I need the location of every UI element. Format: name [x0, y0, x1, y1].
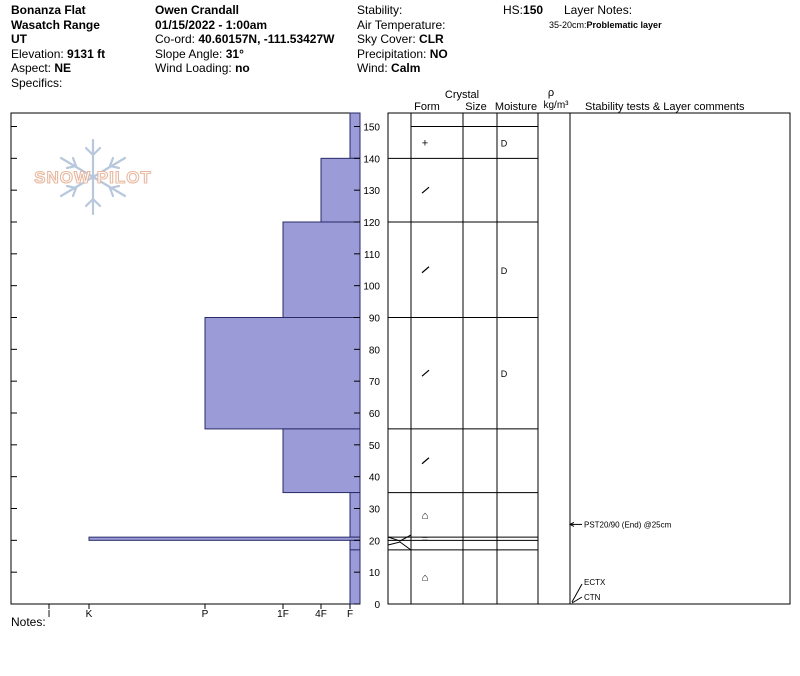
depth-label-0: 0	[374, 600, 380, 611]
col-size: Size	[465, 101, 487, 113]
hardness-axis	[48, 604, 353, 620]
hardness-bar-6	[89, 537, 360, 540]
crystal-table	[388, 87, 790, 604]
state: UT	[11, 32, 27, 46]
form-symbol-8: ⌂	[421, 571, 429, 584]
observation-datetime: 01/15/2022 - 1:00am	[155, 17, 268, 32]
wind-value: Calm	[391, 61, 421, 75]
specifics-label: Specifics:	[11, 75, 63, 90]
depth-label-140: 140	[363, 154, 380, 166]
hardness-label-I: I	[47, 609, 51, 620]
moisture-value-3: D	[500, 369, 508, 380]
depth-label-120: 120	[363, 218, 380, 229]
notes-label: Notes:	[11, 615, 46, 629]
sky-value: CLR	[419, 32, 444, 46]
elevation-row: Elevation: 9131 ft	[11, 46, 106, 61]
hs-value: 150	[523, 3, 544, 17]
stability-label: Stability:	[357, 3, 403, 17]
form-symbol-6: =	[421, 533, 429, 546]
aspect-row: Aspect: NE	[11, 61, 72, 75]
precip-value: NO	[429, 46, 448, 61]
depth-label-10: 10	[368, 568, 380, 580]
aspect-value: NE	[54, 61, 72, 75]
coord-row: Co-ord: 40.60157N, -111.53427W	[155, 32, 335, 46]
precip-row: Precipitation: NO	[357, 46, 448, 61]
form-symbol-1	[422, 187, 429, 193]
hardness-bar-7	[350, 540, 360, 550]
depth-label-60: 60	[368, 409, 380, 420]
hardness-label-K: K	[85, 609, 93, 620]
depth-label-20: 20	[368, 536, 380, 548]
col-density-unit: kg/m³	[543, 100, 569, 111]
coord-value: 40.60157N, -111.53427W	[198, 32, 335, 46]
depth-label-30: 30	[368, 504, 380, 516]
layer-note-range: 35-20cm:	[549, 20, 587, 30]
snowpilot-logo	[34, 140, 152, 214]
form-symbol-3	[422, 370, 429, 376]
form-symbol-5: ⌂	[421, 509, 429, 522]
wind-loading-row: Wind Loading: no	[155, 61, 250, 75]
sky-row: Sky Cover: CLR	[357, 32, 444, 46]
depth-label-90: 90	[368, 313, 380, 325]
moisture-value-0: D	[500, 138, 508, 149]
slope-value: 31°	[225, 46, 244, 61]
col-form: Form	[414, 101, 440, 113]
thin-layer-connector-bottom	[388, 542, 411, 550]
hardness-bar-2	[283, 222, 360, 318]
hardness-bar-4	[283, 429, 360, 493]
hardness-label-1F: 1F	[277, 609, 289, 620]
depth-label-110: 110	[364, 249, 380, 261]
col-rho: ρ	[547, 87, 555, 99]
form-symbol-4	[422, 458, 429, 464]
col-crystal: Crystal	[444, 89, 480, 101]
col-moisture: Moisture	[494, 101, 538, 113]
hardness-bar-8	[350, 550, 360, 604]
wind-row: Wind: Calm	[357, 61, 421, 75]
hardness-label-P: P	[201, 609, 209, 620]
logo-text: SNOW PILOT	[34, 168, 152, 187]
hardness-bar-3	[205, 318, 360, 429]
elevation-value: 9131 ft	[67, 46, 106, 61]
depth-label-80: 80	[368, 345, 380, 357]
depth-label-50: 50	[368, 440, 380, 452]
hardness-label-F: F	[346, 609, 354, 620]
air-temp-label: Air Temperature:	[357, 17, 446, 32]
hs-row: HS:150	[503, 3, 544, 17]
depth-label-130: 130	[363, 186, 380, 198]
layer-note-text: Problematic layer	[586, 20, 662, 30]
col-comments: Stability tests & Layer comments	[585, 101, 745, 113]
test-label-2: CTN	[584, 593, 601, 602]
hardness-bar-0	[350, 113, 360, 158]
form-symbol-2	[422, 267, 429, 273]
slope-row: Slope Angle: 31°	[155, 46, 244, 61]
test-label-1: ECTX	[584, 578, 606, 587]
moisture-value-2: D	[500, 265, 508, 276]
stability-tests	[570, 520, 672, 603]
hardness-bar-5	[350, 493, 360, 538]
depth-label-150: 150	[363, 122, 380, 134]
mountain-range: Wasatch Range	[11, 17, 100, 32]
depth-label-100: 100	[363, 281, 380, 293]
depth-label-40: 40	[368, 472, 380, 484]
test-label-0: PST20/90 (End) @25cm	[584, 520, 672, 530]
observer-name: Owen Crandall	[155, 3, 240, 17]
test-arrow-1	[572, 584, 582, 602]
form-symbol-0: +	[421, 137, 429, 150]
depth-label-70: 70	[368, 377, 380, 389]
location-name: Bonanza Flat	[11, 3, 86, 17]
layer-notes-label: Layer Notes:	[564, 3, 633, 17]
hardness-label-4F: 4F	[315, 609, 327, 620]
wind-loading-value: no	[235, 61, 250, 75]
